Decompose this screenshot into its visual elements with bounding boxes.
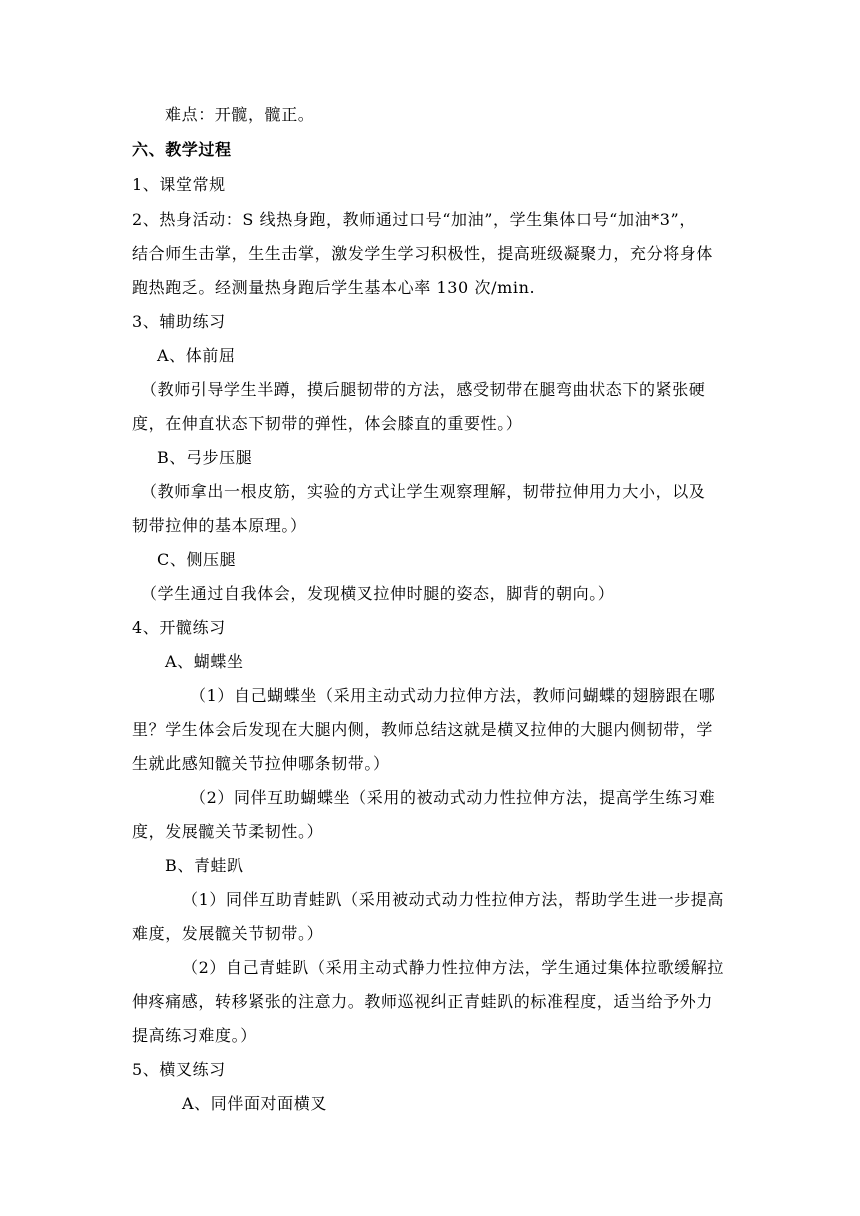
text-line: （学生通过自我体会，发现横叉拉伸时腿的姿态，脚背的朝向。） (141, 584, 615, 603)
text-line: 跑热跑乏。经测量热身跑后学生基本心率 130 次/min. (132, 278, 536, 297)
text-line: 结合师生击掌，生生击掌，激发学生学习积极性，提高班级凝聚力，充分将身体 (132, 244, 714, 263)
text-line: A、体前屈 (157, 346, 236, 365)
text-line: （教师拿出一根皮筋，实验的方式让学生观察理解，韧带拉伸用力大小，以及 (141, 482, 706, 501)
text-line: 难点：开髋，髋正。 (165, 105, 315, 124)
text-line: （教师引导学生半蹲，摸后腿韧带的方法，感受韧带在腿弯曲状态下的紧张硬 (141, 380, 706, 399)
text-line: 难度，发展髋关节韧带。） (132, 924, 324, 943)
text-line: 里？学生体会后发现在大腿内侧，教师总结这就是横叉拉伸的大腿内侧韧带，学 (132, 720, 714, 739)
text-line: 伸疼痛感，转移紧张的注意力。教师巡视纠正青蛙趴的标准程度，适当给予外力 (132, 992, 714, 1011)
text-line: 4、开髋练习 (132, 618, 226, 637)
text-line: 1、课堂常规 (132, 175, 226, 194)
text-line: （1）自己蝴蝶坐（采用主动式动力拉伸方法，教师问蝴蝶的翅膀跟在哪 (190, 686, 716, 705)
text-line: 度，在伸直状态下韧带的弹性，体会膝直的重要性。） (132, 414, 523, 433)
text-line: C、侧压腿 (157, 550, 237, 569)
text-line: （2）同伴互助蝴蝶坐（采用的被动式动力性拉伸方法，提高学生练习难 (190, 788, 716, 807)
text-line: （1）同伴互助青蛙趴（采用被动式动力性拉伸方法，帮助学生进一步提高 (182, 890, 724, 909)
text-line: A、蝴蝶坐 (165, 652, 244, 671)
text-line: 生就此感知髋关节拉伸哪条韧带。） (132, 754, 390, 773)
text-line: 提高练习难度。） (132, 1026, 257, 1045)
text-line: A、同伴面对面横叉 (182, 1094, 327, 1113)
text-line: B、弓步压腿 (157, 448, 253, 467)
section-heading: 六、教学过程 (132, 140, 232, 159)
text-line: 5、横叉练习 (132, 1060, 226, 1079)
text-line: （2）自己青蛙趴（采用主动式静力性拉伸方法，学生通过集体拉歌缓解拉 (182, 958, 724, 977)
text-line: 韧带拉伸的基本原理。） (132, 516, 307, 535)
text-line: 3、辅助练习 (132, 312, 226, 331)
text-line: 2、热身活动：S 线热身跑，教师通过口号“加油”，学生集体口号“加油*3”， (132, 210, 696, 229)
text-line: B、青蛙趴 (165, 856, 244, 875)
text-line: 度，发展髋关节柔韧性。） (132, 822, 324, 841)
